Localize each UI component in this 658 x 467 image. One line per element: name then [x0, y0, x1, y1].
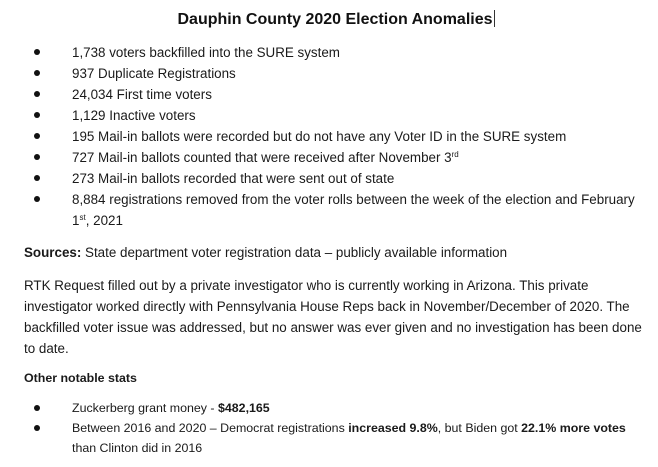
grant-amount: $482,165 — [218, 401, 270, 415]
bullet-icon — [34, 405, 40, 411]
title-text: Dauphin County 2020 Election Anomalies — [177, 11, 493, 28]
document-title — [0, 10, 658, 30]
list-item — [28, 105, 648, 126]
vote-increase: 22.1% more votes — [521, 421, 626, 435]
list-item-text: 195 Mail-in ballots were recorded but do not have any Voter ID in the SURE system — [72, 129, 567, 144]
list-item — [28, 168, 648, 189]
ordinal-suffix: rd — [451, 150, 459, 159]
registration-increase: increased 9.8% — [348, 421, 438, 435]
list-item — [28, 126, 648, 147]
text-cursor — [494, 10, 495, 27]
rtk-paragraph: RTK Request filled out by a private investigator who is currently working in Arizona. This private investigator worked directly with Pennsylvania House Reps back in November/December of 2020. The backfilled voter issue was addressed, but no answer was ever given and no investigation has been done to date. — [24, 278, 642, 356]
bullet-icon — [34, 91, 40, 97]
ordinal-suffix: st — [79, 213, 86, 222]
list-item — [28, 147, 648, 168]
list-item-text: 273 Mail-in ballots recorded that were sent out of state — [72, 171, 395, 186]
list-item-text: Between 2016 and 2020 – Democrat registrations — [72, 421, 349, 435]
list-item — [28, 63, 648, 84]
list-item — [28, 84, 648, 105]
list-item — [28, 418, 648, 458]
list-item-text: 24,034 First time voters — [72, 87, 212, 102]
sources-text: State department voter registration data – publicly available information — [81, 245, 508, 260]
bullet-icon — [34, 70, 40, 76]
list-item-text: 937 Duplicate Registrations — [72, 66, 236, 81]
list-item — [28, 189, 648, 231]
list-item-text: 1,738 voters backfilled into the SURE system — [72, 45, 340, 60]
bullet-icon — [34, 112, 40, 118]
list-item-text: 727 Mail-in ballots counted that were received after November 3 — [72, 150, 452, 165]
list-item-text: 8,884 registrations removed from the voter rolls between the week of the election and February 1 — [72, 192, 635, 228]
bullet-icon — [34, 425, 40, 431]
list-item — [28, 398, 648, 418]
other-stats-heading: Other notable stats — [24, 371, 137, 385]
list-item-text: , but Biden got — [437, 421, 522, 435]
sources-label: Sources: — [24, 245, 82, 260]
list-item-text-end: , 2021 — [85, 213, 123, 228]
bullet-icon — [34, 175, 40, 181]
bullet-icon — [34, 49, 40, 55]
list-item-text: than Clinton did in 2016 — [72, 441, 203, 455]
bullet-icon — [34, 154, 40, 160]
list-item-text: 1,129 Inactive voters — [72, 108, 196, 123]
bullet-icon — [34, 133, 40, 139]
list-item-text: Zuckerberg grant money - — [72, 401, 218, 415]
bullet-icon — [34, 196, 40, 202]
anomalies-list — [28, 42, 648, 231]
other-stats-list — [28, 398, 648, 458]
sources-line — [24, 243, 649, 263]
list-item — [28, 42, 648, 63]
